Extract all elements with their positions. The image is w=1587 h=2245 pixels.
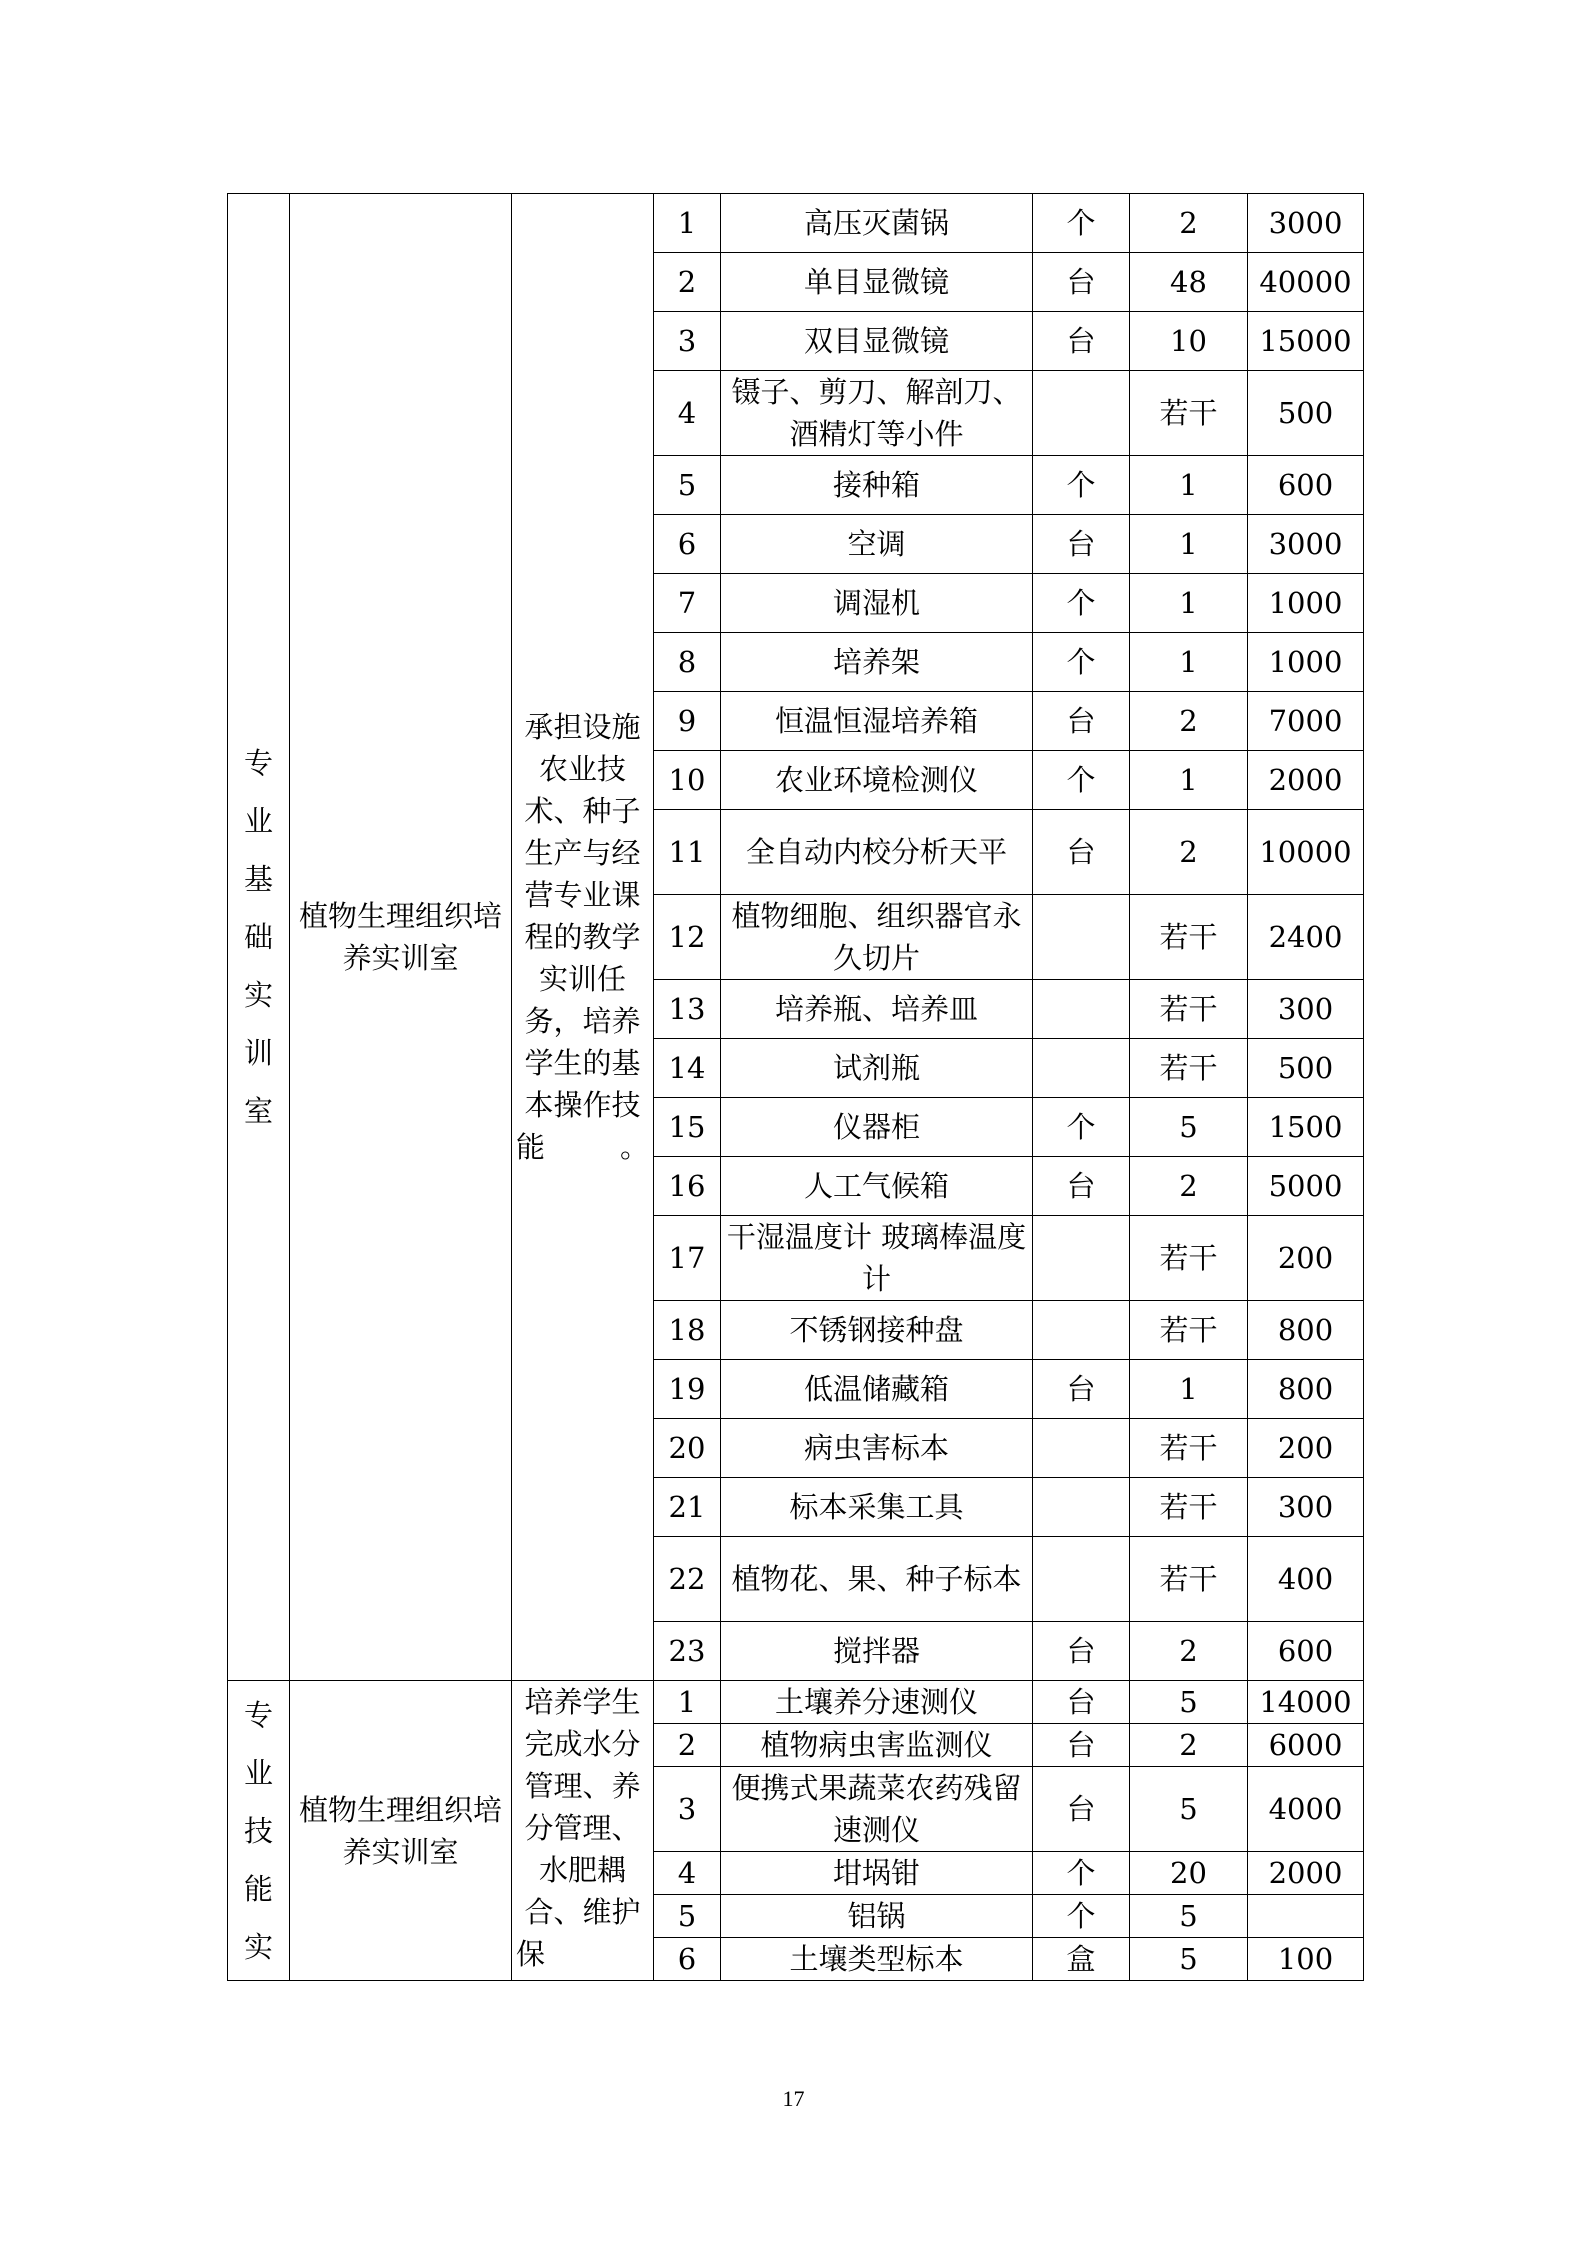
equipment-name: 接种箱 xyxy=(721,456,1033,515)
quantity-cell: 10 xyxy=(1130,312,1248,371)
unit-cell xyxy=(1033,895,1130,980)
price-cell: 2000 xyxy=(1248,1852,1364,1895)
price-cell: 300 xyxy=(1248,1478,1364,1537)
equipment-name: 人工气候箱 xyxy=(721,1157,1033,1216)
item-number: 21 xyxy=(654,1478,721,1537)
item-number: 12 xyxy=(654,895,721,980)
item-number: 7 xyxy=(654,574,721,633)
equipment-name: 仪器柜 xyxy=(721,1098,1033,1157)
equipment-name: 试剂瓶 xyxy=(721,1039,1033,1098)
equipment-name: 便携式果蔬菜农药残留速测仪 xyxy=(721,1767,1033,1852)
unit-cell: 台 xyxy=(1033,810,1130,895)
equipment-name: 农业环境检测仪 xyxy=(721,751,1033,810)
unit-cell: 台 xyxy=(1033,1724,1130,1767)
quantity-cell: 若干 xyxy=(1130,1216,1248,1301)
equipment-name: 植物花、果、种子标本 xyxy=(721,1537,1033,1622)
equipment-table xyxy=(227,193,1364,1981)
quantity-cell: 1 xyxy=(1130,574,1248,633)
item-number: 22 xyxy=(654,1537,721,1622)
category-label: 专业基础实训室 xyxy=(244,746,274,1128)
price-cell: 1000 xyxy=(1248,574,1364,633)
price-cell: 200 xyxy=(1248,1419,1364,1478)
table-row xyxy=(228,194,1364,253)
equipment-name: 恒温恒湿培养箱 xyxy=(721,692,1033,751)
unit-cell: 台 xyxy=(1033,1360,1130,1419)
item-number: 4 xyxy=(654,1852,721,1895)
quantity-cell: 2 xyxy=(1130,194,1248,253)
quantity-cell: 若干 xyxy=(1130,1039,1248,1098)
unit-cell xyxy=(1033,1301,1130,1360)
unit-cell: 台 xyxy=(1033,253,1130,312)
quantity-cell: 1 xyxy=(1130,515,1248,574)
room-name-cell: 植物生理组织培养实训室 xyxy=(290,1681,512,1981)
quantity-cell: 2 xyxy=(1130,810,1248,895)
equipment-name: 土壤类型标本 xyxy=(721,1938,1033,1981)
equipment-name: 调湿机 xyxy=(721,574,1033,633)
price-cell: 600 xyxy=(1248,456,1364,515)
room-name-cell: 植物生理组织培养实训室 xyxy=(290,194,512,1681)
price-cell: 800 xyxy=(1248,1301,1364,1360)
quantity-cell: 若干 xyxy=(1130,980,1248,1039)
unit-cell xyxy=(1033,1039,1130,1098)
quantity-cell: 5 xyxy=(1130,1681,1248,1724)
quantity-cell: 若干 xyxy=(1130,895,1248,980)
price-cell: 400 xyxy=(1248,1537,1364,1622)
equipment-name: 干湿温度计 玻璃棒温度计 xyxy=(721,1216,1033,1301)
quantity-cell: 2 xyxy=(1130,1622,1248,1681)
equipment-name: 低温储藏箱 xyxy=(721,1360,1033,1419)
unit-cell: 个 xyxy=(1033,574,1130,633)
item-number: 17 xyxy=(654,1216,721,1301)
item-number: 18 xyxy=(654,1301,721,1360)
unit-cell: 台 xyxy=(1033,1681,1130,1724)
price-cell: 15000 xyxy=(1248,312,1364,371)
item-number: 20 xyxy=(654,1419,721,1478)
equipment-name: 坩埚钳 xyxy=(721,1852,1033,1895)
quantity-cell: 若干 xyxy=(1130,371,1248,456)
quantity-cell: 5 xyxy=(1130,1938,1248,1981)
price-cell: 2400 xyxy=(1248,895,1364,980)
item-number: 1 xyxy=(654,194,721,253)
quantity-cell: 1 xyxy=(1130,751,1248,810)
quantity-cell: 若干 xyxy=(1130,1301,1248,1360)
item-number: 19 xyxy=(654,1360,721,1419)
item-number: 6 xyxy=(654,515,721,574)
equipment-name: 单目显微镜 xyxy=(721,253,1033,312)
equipment-name: 双目显微镜 xyxy=(721,312,1033,371)
price-cell: 100 xyxy=(1248,1938,1364,1981)
price-cell: 3000 xyxy=(1248,515,1364,574)
price-cell xyxy=(1248,1895,1364,1938)
item-number: 15 xyxy=(654,1098,721,1157)
price-cell: 1000 xyxy=(1248,633,1364,692)
unit-cell: 台 xyxy=(1033,692,1130,751)
unit-cell: 个 xyxy=(1033,1895,1130,1938)
price-cell: 1500 xyxy=(1248,1098,1364,1157)
equipment-name: 土壤养分速测仪 xyxy=(721,1681,1033,1724)
quantity-cell: 5 xyxy=(1130,1767,1248,1852)
quantity-cell: 2 xyxy=(1130,1724,1248,1767)
category-cell xyxy=(228,194,290,1681)
unit-cell: 个 xyxy=(1033,751,1130,810)
quantity-cell: 2 xyxy=(1130,1157,1248,1216)
price-cell: 2000 xyxy=(1248,751,1364,810)
quantity-cell: 48 xyxy=(1130,253,1248,312)
category-cell xyxy=(228,1681,290,1981)
unit-cell: 个 xyxy=(1033,194,1130,253)
price-cell: 10000 xyxy=(1248,810,1364,895)
page-number: 17 xyxy=(782,2086,805,2111)
category-label: 专业技能实 xyxy=(244,1697,274,1964)
equipment-name: 植物病虫害监测仪 xyxy=(721,1724,1033,1767)
price-cell: 40000 xyxy=(1248,253,1364,312)
task-description-cell: 培养学生完成水分管理、养分管理、水肥耦合、维护保 xyxy=(512,1681,654,1981)
equipment-name: 高压灭菌锅 xyxy=(721,194,1033,253)
unit-cell: 个 xyxy=(1033,1098,1130,1157)
equipment-name: 病虫害标本 xyxy=(721,1419,1033,1478)
unit-cell xyxy=(1033,371,1130,456)
unit-cell xyxy=(1033,1419,1130,1478)
table-row xyxy=(228,1681,1364,1724)
item-number: 4 xyxy=(654,371,721,456)
quantity-cell: 5 xyxy=(1130,1098,1248,1157)
item-number: 2 xyxy=(654,253,721,312)
equipment-name: 全自动内校分析天平 xyxy=(721,810,1033,895)
unit-cell: 台 xyxy=(1033,1767,1130,1852)
equipment-name: 标本采集工具 xyxy=(721,1478,1033,1537)
equipment-name: 植物细胞、组织器官永久切片 xyxy=(721,895,1033,980)
price-cell: 6000 xyxy=(1248,1724,1364,1767)
price-cell: 500 xyxy=(1248,1039,1364,1098)
unit-cell: 台 xyxy=(1033,312,1130,371)
unit-cell xyxy=(1033,1537,1130,1622)
price-cell: 300 xyxy=(1248,980,1364,1039)
task-description-cell: 承担设施农业技术、种子生产与经营专业课程的教学实训任务，培养学生的基本操作技能。 xyxy=(512,194,654,1681)
quantity-cell: 若干 xyxy=(1130,1478,1248,1537)
equipment-name: 不锈钢接种盘 xyxy=(721,1301,1033,1360)
item-number: 14 xyxy=(654,1039,721,1098)
price-cell: 800 xyxy=(1248,1360,1364,1419)
equipment-name: 空调 xyxy=(721,515,1033,574)
item-number: 5 xyxy=(654,456,721,515)
price-cell: 4000 xyxy=(1248,1767,1364,1852)
equipment-name: 镊子、剪刀、解剖刀、酒精灯等小件 xyxy=(721,371,1033,456)
quantity-cell: 1 xyxy=(1130,1360,1248,1419)
quantity-cell: 1 xyxy=(1130,633,1248,692)
price-cell: 3000 xyxy=(1248,194,1364,253)
price-cell: 600 xyxy=(1248,1622,1364,1681)
unit-cell: 个 xyxy=(1033,456,1130,515)
unit-cell: 台 xyxy=(1033,515,1130,574)
equipment-name: 培养架 xyxy=(721,633,1033,692)
unit-cell: 盒 xyxy=(1033,1938,1130,1981)
equipment-name: 搅拌器 xyxy=(721,1622,1033,1681)
unit-cell: 台 xyxy=(1033,1622,1130,1681)
unit-cell xyxy=(1033,1478,1130,1537)
item-number: 5 xyxy=(654,1895,721,1938)
quantity-cell: 20 xyxy=(1130,1852,1248,1895)
item-number: 1 xyxy=(654,1681,721,1724)
item-number: 9 xyxy=(654,692,721,751)
equipment-name: 铝锅 xyxy=(721,1895,1033,1938)
item-number: 2 xyxy=(654,1724,721,1767)
item-number: 13 xyxy=(654,980,721,1039)
item-number: 10 xyxy=(654,751,721,810)
quantity-cell: 若干 xyxy=(1130,1537,1248,1622)
unit-cell: 个 xyxy=(1033,633,1130,692)
item-number: 6 xyxy=(654,1938,721,1981)
unit-cell: 台 xyxy=(1033,1157,1130,1216)
unit-cell xyxy=(1033,1216,1130,1301)
price-cell: 7000 xyxy=(1248,692,1364,751)
price-cell: 500 xyxy=(1248,371,1364,456)
unit-cell: 个 xyxy=(1033,1852,1130,1895)
item-number: 3 xyxy=(654,312,721,371)
quantity-cell: 若干 xyxy=(1130,1419,1248,1478)
quantity-cell: 5 xyxy=(1130,1895,1248,1938)
unit-cell xyxy=(1033,980,1130,1039)
item-number: 11 xyxy=(654,810,721,895)
equipment-name: 培养瓶、培养皿 xyxy=(721,980,1033,1039)
item-number: 8 xyxy=(654,633,721,692)
quantity-cell: 2 xyxy=(1130,692,1248,751)
item-number: 23 xyxy=(654,1622,721,1681)
item-number: 16 xyxy=(654,1157,721,1216)
quantity-cell: 1 xyxy=(1130,456,1248,515)
price-cell: 5000 xyxy=(1248,1157,1364,1216)
price-cell: 200 xyxy=(1248,1216,1364,1301)
price-cell: 14000 xyxy=(1248,1681,1364,1724)
item-number: 3 xyxy=(654,1767,721,1852)
